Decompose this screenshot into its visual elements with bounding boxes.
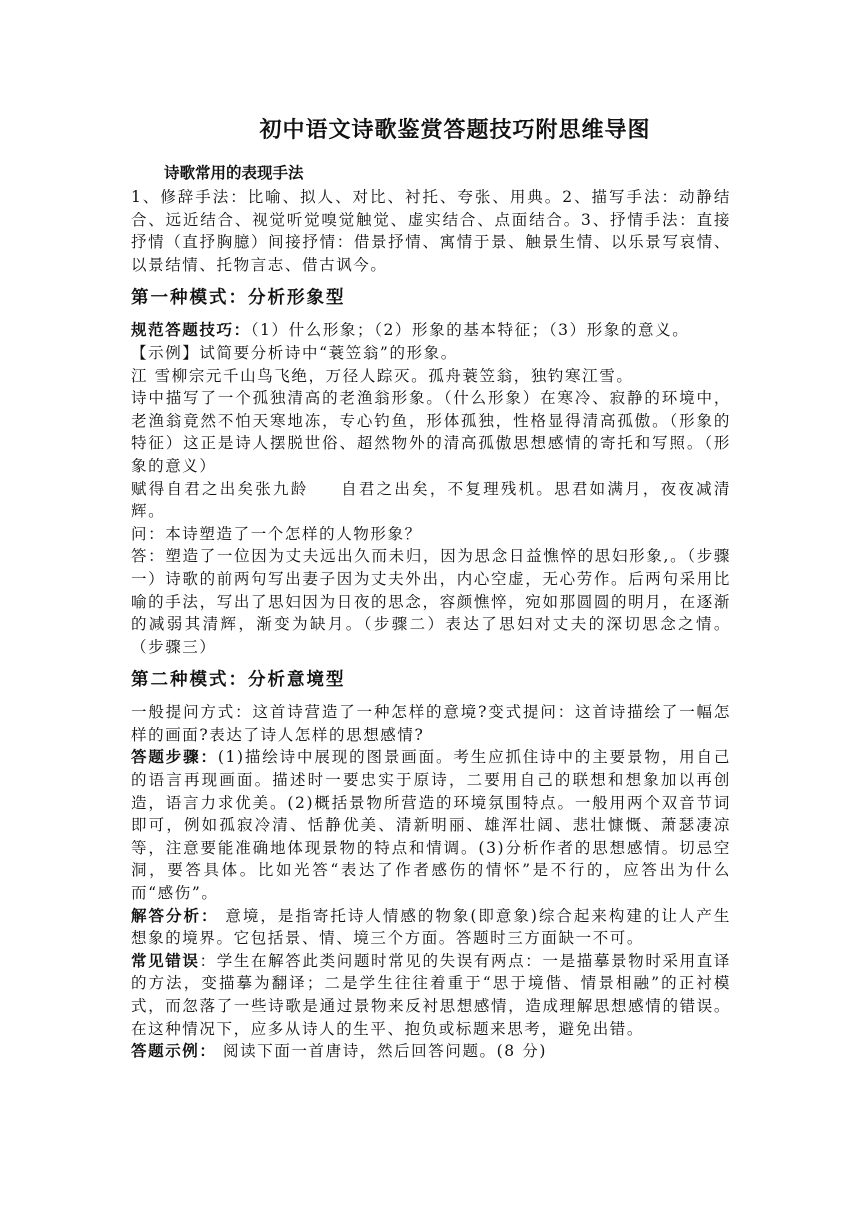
analysis2-text: 意境，是指寄托诗人情感的物象(即意象)综合起来构建的让人产生想象的境界。它包括景、情、境三个方面。答题时三方面缺一不可。: [131, 906, 731, 948]
mode1-skill: [131, 319, 731, 342]
poem-zijunzhichuyi: [131, 478, 731, 523]
document-body: [131, 160, 731, 1063]
example2-paragraph: [131, 1040, 731, 1063]
poem-text: 自君之出矣，不复理残机。思君如满月，夜夜减清辉。: [131, 479, 731, 521]
mode1-heading: 第一种模式：分析形象型: [131, 288, 346, 309]
document-title: 初中语文诗歌鉴赏答题技巧附思维导图: [259, 117, 651, 143]
question-line: 问：本诗塑造了一个怎样的人物形象？: [131, 524, 422, 543]
errors-paragraph: [131, 950, 731, 1040]
example2-text: 阅读下面一首唐诗，然后回答问题。(8 分): [216, 1042, 548, 1061]
example2-label: 答题示例：: [131, 1041, 217, 1061]
steps-text: (1)描绘诗中展现的图景画面。考生应抓住诗中的主要景物，用自己的语言再现画面。描述时一要忠实于原诗，二要用自己的联想和想象加以再创造，语言力求优美。(2)概括景物所营造的环境氛围特点。一般用两个双音节词即可，例如孤寂冷清、恬静优美、清新明丽、雄浑壮阔、悲壮慷慨、萧瑟凄凉等，注意要能准确地体现景物的特点和情调。(3)分析作者的思想感情。切忌空洞，要答具体。比如光答“表达了作者感伤的情怀”是不行的，应答出为什么而“感伤”。: [131, 748, 731, 903]
poem-title: 赋得自君之出矣张九龄: [131, 479, 309, 498]
skill-label: 规范答题技巧：: [131, 320, 251, 340]
analysis2-paragraph: [131, 905, 731, 950]
example-prompt: 【示例】试简要分析诗中“蓑笠翁”的形象。: [131, 343, 458, 362]
ask-paragraph: 一般提问方式：这首诗营造了一种怎样的意境?变式提问：这首诗描绘了一幅怎样的画面?表达了诗人怎样的思想感情?: [131, 703, 731, 744]
answer-paragraph: 答：塑造了一位因为丈夫远出久而未归，因为思念日益憔悴的思妇形象,。（步骤一）诗歌的前两句写出妻子因为丈夫外出，内心空虚，无心劳作。后两句采用比喻的手法，写出了思妇因为日夜的思念，容颜憔悴，宛如那圆圆的明月，在逐渐的减弱其清辉，渐变为缺月。（步骤二）表达了思妇对丈夫的深切思念之情。（步骤三）: [131, 547, 731, 656]
errors-label: 常见错误: [131, 950, 200, 970]
errors-text: ：学生在解答此类问题时常见的失误有两点：一是描摹景物时采用直译的方法，变描摹为翻译；二是学生往往着重于“思于境偕、情景相融”的正衬模式，而忽落了一些诗歌是通过景物来反衬思想感情，造成理解思想感情的错误。在这种情况下，应多从诗人的生平、抱负或标题来思考，避免出错。: [131, 951, 731, 1038]
poem-jiangxue: 江 雪柳宗元千山鸟飞绝，万径人踪灭。孤舟蓑笠翁，独钓寒江雪。: [131, 366, 634, 385]
intro-paragraph: 1、修辞手法：比喻、拟人、对比、衬托、夸张、用典。2、描写手法：动静结合、远近结合、视觉听觉嗅觉触觉、虚实结合、点面结合。3、抒情手法：直接抒情（直抒胸臆）间接抒情：借景抒情、寓情于景、触景生情、以乐景写哀情、以景结情、托物言志、借古讽今。: [131, 188, 731, 274]
mode2-heading: 第二种模式：分析意境型: [131, 670, 346, 691]
analysis2-label: 解答分析：: [131, 905, 219, 925]
steps-paragraph: [131, 746, 731, 904]
steps-label: 答题步骤：: [131, 747, 218, 767]
analysis-paragraph: 诗中描写了一个孤独清高的老渔翁形象。（什么形象）在寒冷、寂静的环境中，老渔翁竟然不怕天寒地冻，专心钓鱼，形体孤独，性格显得清高孤傲。（形象的特征）这正是诗人摆脱世俗、超然物外的清高孤傲思想感情的寄托和写照。（形象的意义）: [131, 389, 731, 475]
intro-heading: 诗歌常用的表现手法: [164, 163, 304, 182]
skill-text: （1）什么形象；（2）形象的基本特征；（3）形象的意义。: [250, 321, 690, 340]
